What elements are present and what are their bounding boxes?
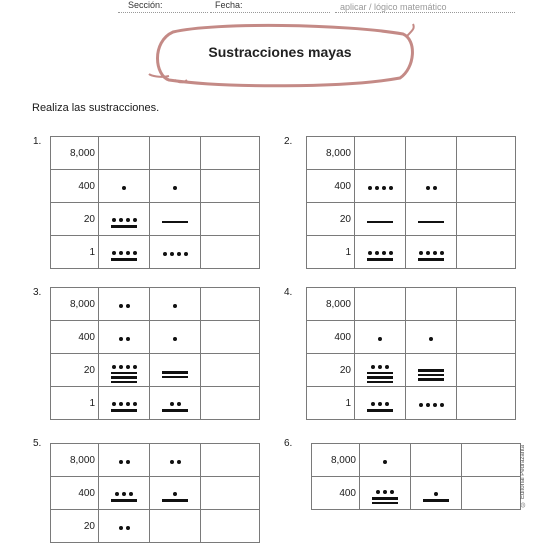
answer-cell[interactable] (201, 387, 260, 420)
subtrahend-cell (406, 387, 457, 420)
maya-bar (111, 225, 137, 228)
maya-bar (162, 409, 188, 412)
maya-numeral (162, 220, 188, 225)
maya-dot (112, 365, 116, 369)
page-title: Sustracciones mayas (208, 44, 352, 60)
minuend-cell (99, 321, 150, 354)
subtrahend-cell (150, 354, 201, 387)
maya-dot (433, 403, 437, 407)
maya-numeral (383, 460, 387, 466)
maya-dot (129, 492, 133, 496)
maya-numeral (173, 186, 177, 192)
maya-numeral (111, 218, 137, 229)
minuend-cell (99, 236, 150, 269)
maya-dot (375, 186, 379, 190)
maya-dot (126, 365, 130, 369)
maya-dots (173, 186, 177, 190)
answer-cell[interactable] (457, 137, 516, 170)
maya-dot (170, 402, 174, 406)
maya-dot (433, 186, 437, 190)
maya-dots (119, 460, 130, 464)
maya-dot (126, 251, 130, 255)
maya-dots (378, 337, 382, 341)
maya-dot (119, 251, 123, 255)
grid-row (51, 137, 260, 170)
exercise-number: 2. (284, 136, 293, 147)
place-value-label: 1 (307, 387, 355, 420)
maya-dot (426, 251, 430, 255)
maya-dot (126, 304, 130, 308)
subtraction-grid (306, 136, 516, 269)
maya-dots (383, 460, 387, 464)
publisher-credit: © Editorial Pedrazanta (520, 445, 526, 507)
maya-bar (418, 378, 444, 381)
maya-dot (112, 251, 116, 255)
maya-bar (111, 499, 137, 502)
place-value-label: 400 (312, 477, 360, 510)
exercise-number: 6. (284, 438, 293, 449)
maya-numeral (162, 492, 188, 503)
grid-row (51, 236, 260, 269)
maya-dot (426, 403, 430, 407)
maya-dot (389, 186, 393, 190)
maya-dot (433, 251, 437, 255)
grid-row (307, 203, 516, 236)
subtraction-grid (50, 287, 260, 420)
maya-dot (119, 460, 123, 464)
maya-dot (119, 304, 123, 308)
maya-dot (378, 365, 382, 369)
maya-dots (173, 337, 177, 341)
grid-row (51, 477, 260, 510)
maya-dot (371, 402, 375, 406)
answer-cell[interactable] (462, 444, 521, 477)
maya-dot (434, 492, 438, 496)
subtrahend-cell (411, 477, 462, 510)
maya-dot (385, 402, 389, 406)
exercise-number: 5. (33, 438, 42, 449)
place-value-label: 20 (51, 510, 99, 543)
maya-dot (440, 403, 444, 407)
place-value-label: 1 (51, 387, 99, 420)
minuend-cell (99, 510, 150, 543)
maya-bar (111, 409, 137, 412)
maya-dots (371, 402, 389, 406)
maya-numeral (162, 402, 188, 413)
minuend-cell (355, 137, 406, 170)
maya-dots (122, 186, 126, 190)
maya-numeral (429, 337, 433, 343)
maya-bar (367, 221, 393, 224)
subtrahend-cell (406, 203, 457, 236)
maya-numeral (111, 251, 137, 262)
maya-dot (112, 218, 116, 222)
exercise-number: 3. (33, 287, 42, 298)
maya-bar (418, 258, 444, 261)
maya-bar (423, 499, 449, 502)
subtrahend-cell (150, 321, 201, 354)
maya-dots (368, 251, 393, 255)
maya-dots (173, 492, 177, 496)
maya-dot (184, 252, 188, 256)
maya-dot (419, 403, 423, 407)
maya-bar (367, 376, 393, 379)
maya-dot (378, 337, 382, 341)
place-value-label: 8,000 (51, 288, 99, 321)
place-value-label: 8,000 (307, 288, 355, 321)
subtrahend-cell (406, 321, 457, 354)
minuend-cell (355, 170, 406, 203)
maya-bar (162, 371, 188, 374)
grid-row (312, 477, 521, 510)
maya-numeral (372, 490, 398, 505)
maya-dot (385, 365, 389, 369)
answer-cell[interactable] (201, 137, 260, 170)
maya-dots (434, 492, 438, 496)
minuend-cell (355, 387, 406, 420)
maya-dot (133, 402, 137, 406)
minuend-cell (360, 444, 411, 477)
maya-numeral (111, 402, 137, 413)
maya-dot (126, 526, 130, 530)
maya-dots (115, 492, 133, 496)
subtraction-grid (50, 443, 260, 543)
grid-row (307, 288, 516, 321)
answer-cell[interactable] (201, 444, 260, 477)
maya-dot (368, 251, 372, 255)
maya-dots (170, 402, 181, 406)
maya-numeral (368, 186, 393, 192)
maya-numeral (418, 251, 444, 262)
maya-dots (173, 304, 177, 308)
place-value-label: 8,000 (312, 444, 360, 477)
place-value-label: 20 (51, 354, 99, 387)
maya-dot (126, 218, 130, 222)
answer-cell[interactable] (457, 321, 516, 354)
maya-bar (367, 381, 393, 384)
maya-dots (426, 186, 437, 190)
exercise-number: 1. (33, 136, 42, 147)
maya-numeral (367, 251, 393, 262)
answer-cell[interactable] (201, 321, 260, 354)
maya-numeral (170, 460, 181, 466)
maya-numeral (163, 252, 188, 258)
maya-dots (376, 490, 394, 494)
maya-numeral (378, 337, 382, 343)
maya-bar (111, 258, 137, 261)
answer-cell[interactable] (462, 477, 521, 510)
maya-dot (389, 251, 393, 255)
minuend-cell (99, 288, 150, 321)
maya-dot (173, 492, 177, 496)
answer-cell[interactable] (457, 387, 516, 420)
grid-row (51, 444, 260, 477)
minuend-cell (355, 321, 406, 354)
maya-dots (419, 403, 444, 407)
maya-numeral (111, 365, 137, 385)
maya-bar (372, 502, 398, 505)
maya-dot (390, 490, 394, 494)
maya-dots (119, 337, 130, 341)
grid-row (307, 321, 516, 354)
subtrahend-cell (150, 236, 201, 269)
subtrahend-cell (150, 170, 201, 203)
place-value-label: 400 (51, 321, 99, 354)
subtrahend-cell (150, 477, 201, 510)
maya-dot (375, 251, 379, 255)
maya-dot (112, 402, 116, 406)
maya-numeral (367, 220, 393, 225)
maya-numeral (119, 337, 130, 343)
grid-row (51, 288, 260, 321)
maya-numeral (367, 365, 393, 385)
place-value-label: 400 (307, 170, 355, 203)
maya-dot (122, 492, 126, 496)
maya-numeral (122, 186, 126, 192)
place-value-label: 1 (307, 236, 355, 269)
subtraction-grid (50, 136, 260, 269)
grid-row (51, 354, 260, 387)
minuend-cell (99, 354, 150, 387)
section-label: Sección: (128, 0, 163, 10)
answer-cell[interactable] (201, 510, 260, 543)
place-value-label: 400 (307, 321, 355, 354)
maya-numeral (119, 460, 130, 466)
minuend-cell (99, 137, 150, 170)
answer-cell[interactable] (201, 236, 260, 269)
subtrahend-cell (150, 137, 201, 170)
maya-dot (163, 252, 167, 256)
place-value-label: 8,000 (307, 137, 355, 170)
grid-row (51, 170, 260, 203)
subtrahend-cell (406, 236, 457, 269)
subtrahend-cell (406, 288, 457, 321)
maya-dot (133, 365, 137, 369)
maya-bar (367, 372, 393, 375)
maya-dots (112, 402, 137, 406)
subtrahend-cell (406, 354, 457, 387)
maya-bar (418, 374, 444, 377)
maya-dot (173, 186, 177, 190)
exercise-number: 4. (284, 287, 293, 298)
maya-numeral (173, 337, 177, 343)
maya-bar (418, 369, 444, 372)
minuend-cell (99, 387, 150, 420)
maya-dot (115, 492, 119, 496)
grid-row (51, 387, 260, 420)
minuend-cell (99, 477, 150, 510)
maya-dot (133, 251, 137, 255)
grid-row (307, 387, 516, 420)
maya-dots (419, 251, 444, 255)
answer-cell[interactable] (201, 203, 260, 236)
minuend-cell (99, 203, 150, 236)
grid-row (307, 236, 516, 269)
subtrahend-cell (411, 444, 462, 477)
maya-dot (382, 186, 386, 190)
maya-dot (378, 402, 382, 406)
maya-numeral (423, 492, 449, 503)
section-line (118, 12, 208, 13)
maya-bar (111, 376, 137, 379)
maya-dots (368, 186, 393, 190)
maya-bar (162, 221, 188, 224)
maya-bar (162, 499, 188, 502)
maya-bar (162, 376, 188, 379)
answer-cell[interactable] (457, 354, 516, 387)
maya-dot (177, 252, 181, 256)
maya-dots (163, 252, 188, 256)
subtrahend-cell (406, 170, 457, 203)
maya-bar (111, 372, 137, 375)
maya-dot (383, 460, 387, 464)
maya-bar (367, 258, 393, 261)
maya-dot (119, 337, 123, 341)
maya-dot (126, 460, 130, 464)
subtrahend-cell (150, 444, 201, 477)
maya-dot (119, 526, 123, 530)
maya-dots (112, 251, 137, 255)
grid-row (307, 137, 516, 170)
maya-dots (429, 337, 433, 341)
place-value-label: 400 (51, 170, 99, 203)
maya-dot (122, 186, 126, 190)
maya-numeral (173, 304, 177, 310)
grid-row (312, 444, 521, 477)
instruction-text: Realiza las sustracciones. (32, 102, 160, 114)
minuend-cell (355, 288, 406, 321)
maya-dot (173, 304, 177, 308)
title-banner (145, 20, 415, 92)
skill-note: aplicar / lógico matemático (340, 2, 447, 12)
grid-row (51, 203, 260, 236)
maya-numeral (111, 492, 137, 503)
maya-dots (170, 460, 181, 464)
maya-dots (119, 526, 130, 530)
maya-dot (173, 337, 177, 341)
maya-dots (112, 365, 137, 369)
grid-row (307, 354, 516, 387)
place-value-label: 400 (51, 477, 99, 510)
subtrahend-cell (150, 387, 201, 420)
subtrahend-cell (150, 510, 201, 543)
maya-numeral (426, 186, 437, 192)
maya-dot (376, 490, 380, 494)
place-value-label: 20 (51, 203, 99, 236)
maya-dot (419, 251, 423, 255)
maya-dot (119, 218, 123, 222)
date-line (210, 12, 330, 13)
minuend-cell (355, 236, 406, 269)
maya-dot (170, 460, 174, 464)
maya-dot (426, 186, 430, 190)
answer-cell[interactable] (201, 354, 260, 387)
subtraction-grid (311, 443, 521, 510)
place-value-label: 1 (51, 236, 99, 269)
maya-numeral (418, 220, 444, 225)
grid-row (51, 321, 260, 354)
place-value-label: 20 (307, 203, 355, 236)
minuend-cell (99, 170, 150, 203)
subtraction-grid (306, 287, 516, 420)
maya-dot (126, 402, 130, 406)
minuend-cell (99, 444, 150, 477)
maya-numeral (367, 402, 393, 413)
minuend-cell (355, 354, 406, 387)
maya-bar (367, 409, 393, 412)
answer-cell[interactable] (201, 170, 260, 203)
subtrahend-cell (150, 203, 201, 236)
maya-dot (119, 365, 123, 369)
answer-cell[interactable] (457, 288, 516, 321)
maya-dots (112, 218, 137, 222)
maya-dot (126, 337, 130, 341)
maya-bar (111, 381, 137, 384)
maya-bar (418, 221, 444, 224)
maya-numeral (418, 368, 444, 382)
minuend-cell (355, 203, 406, 236)
minuend-cell (360, 477, 411, 510)
maya-dot (177, 460, 181, 464)
maya-dot (119, 402, 123, 406)
maya-dot (371, 365, 375, 369)
note-line (335, 12, 515, 13)
place-value-label: 8,000 (51, 137, 99, 170)
maya-numeral (162, 370, 188, 379)
answer-cell[interactable] (201, 477, 260, 510)
grid-row (307, 170, 516, 203)
maya-dot (440, 251, 444, 255)
maya-dot (382, 251, 386, 255)
maya-numeral (119, 304, 130, 310)
subtrahend-cell (150, 288, 201, 321)
maya-bar (372, 497, 398, 500)
maya-dot (368, 186, 372, 190)
place-value-label: 8,000 (51, 444, 99, 477)
maya-dot (133, 218, 137, 222)
answer-cell[interactable] (201, 288, 260, 321)
maya-dot (429, 337, 433, 341)
maya-dot (383, 490, 387, 494)
maya-numeral (119, 526, 130, 532)
maya-dots (371, 365, 389, 369)
place-value-label: 20 (307, 354, 355, 387)
answer-cell[interactable] (457, 170, 516, 203)
grid-row (51, 510, 260, 543)
date-label: Fecha: (215, 0, 243, 10)
maya-dot (177, 402, 181, 406)
answer-cell[interactable] (457, 236, 516, 269)
maya-numeral (419, 403, 444, 409)
maya-dot (170, 252, 174, 256)
answer-cell[interactable] (457, 203, 516, 236)
maya-dots (119, 304, 130, 308)
subtrahend-cell (406, 137, 457, 170)
